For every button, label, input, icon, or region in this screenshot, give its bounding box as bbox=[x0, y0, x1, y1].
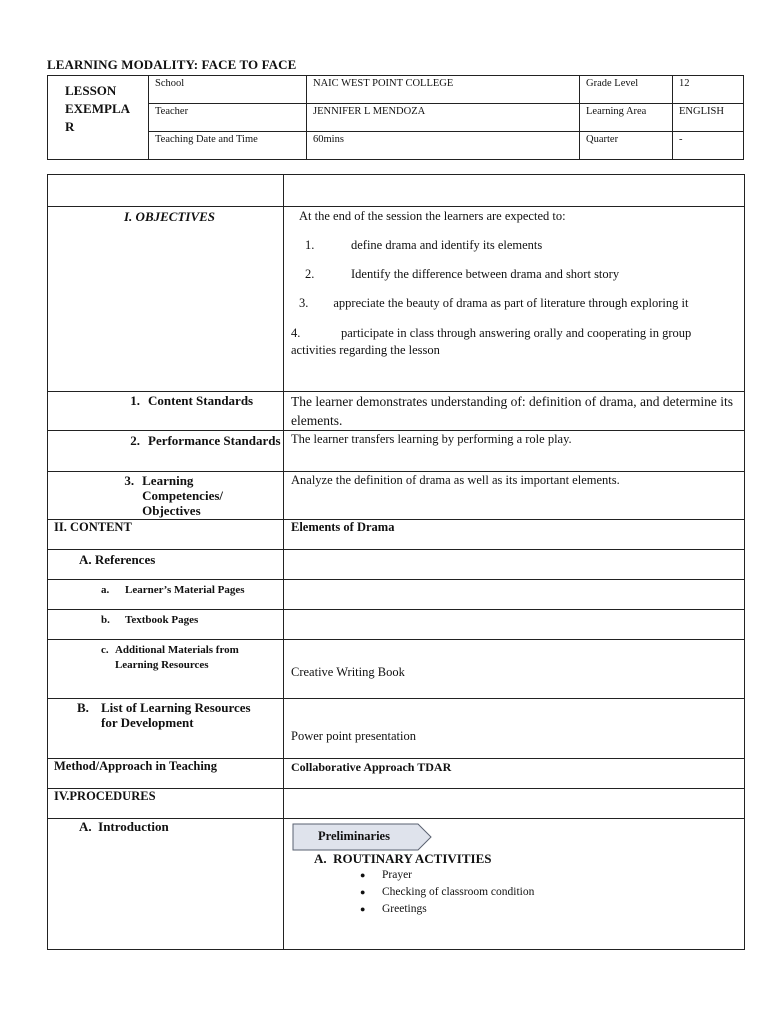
objective-item-2: 2. Identify the difference between drama and short story bbox=[305, 267, 620, 281]
objectives-title: I. OBJECTIVES bbox=[124, 209, 216, 224]
list-item: ● Checking of classroom condition bbox=[360, 884, 744, 901]
method-label: Method/Approach in Teaching bbox=[48, 759, 284, 789]
bullet-icon: ● bbox=[360, 887, 366, 897]
quarter-label: Quarter bbox=[580, 132, 673, 160]
introduction-label: Introduction bbox=[98, 819, 169, 834]
teaching-date-value: 60mins bbox=[307, 132, 580, 160]
routinary-activities-list bbox=[284, 867, 744, 918]
school-label: School bbox=[149, 76, 307, 104]
procedures-row bbox=[48, 789, 745, 819]
objective-item-1: 1. define drama and identify its elements bbox=[305, 238, 543, 252]
list-item: ● Greetings bbox=[360, 901, 744, 918]
method-value: Collaborative Approach TDAR bbox=[284, 759, 745, 789]
additional-materials-label: Additional Materials from Learning Resources bbox=[114, 644, 239, 671]
routinary-activities-heading: A. ROUTINARY ACTIVITIES bbox=[314, 851, 492, 866]
teaching-date-label: Teaching Date and Time bbox=[149, 132, 307, 160]
additional-materials-row: c. Additional Materials from Learning Resources Creative Writing Book bbox=[48, 640, 745, 699]
learning-resources-row: B. List of Learning Resources for Development Power point presentation bbox=[48, 699, 745, 759]
procedures-label: IV.PROCEDURES bbox=[48, 789, 284, 819]
performance-standards-label: Performance Standards bbox=[148, 433, 281, 448]
learners-material-row: a. Learner’s Material Pages bbox=[48, 580, 745, 610]
introduction-row: A. Introduction Preliminaries A. ROUTINARY ACTIVITIES ● Prayer ● Checking of classroom condition ● Greetings bbox=[48, 819, 745, 950]
preliminaries-arrow-shape bbox=[292, 823, 432, 851]
school-value: NAIC WEST POINT COLLEGE bbox=[307, 76, 580, 104]
objectives-row bbox=[48, 207, 745, 392]
learning-resources-value: Power point presentation bbox=[284, 699, 745, 759]
lesson-exemplar-title: LESSON EXEMPLA R bbox=[48, 76, 149, 160]
textbook-pages-value bbox=[284, 610, 745, 640]
learning-competencies-row: 3. Learning Competencies/ Objectives Analyze the definition of drama as well as its important elements. bbox=[48, 472, 745, 520]
additional-materials-value: Creative Writing Book bbox=[284, 640, 745, 699]
lesson-plan-table bbox=[47, 174, 745, 950]
teacher-value: JENNIFER L MENDOZA bbox=[307, 104, 580, 132]
content-label: II. CONTENT bbox=[48, 520, 284, 550]
learning-area-label: Learning Area bbox=[580, 104, 673, 132]
objective-item-3: 3. appreciate the beauty of drama as part of literature through exploring it bbox=[299, 296, 689, 310]
grade-level-value: 12 bbox=[673, 76, 744, 104]
method-row bbox=[48, 759, 745, 789]
learners-material-value bbox=[284, 580, 745, 610]
performance-standards-row: 2. Performance Standards The learner transfers learning by performing a role play. bbox=[48, 431, 745, 472]
content-standards-value: The learner demonstrates understanding of: definition of drama, and determine its elements. bbox=[284, 392, 745, 431]
learning-competencies-value: Analyze the definition of drama as well as its important elements. bbox=[284, 472, 745, 520]
textbook-pages-row: b. Textbook Pages bbox=[48, 610, 745, 640]
bullet-icon: ● bbox=[360, 870, 366, 880]
objective-item-4: 4. participate in class through answering orally and cooperating in group activities regarding the lesson bbox=[291, 326, 692, 357]
grade-level-label: Grade Level bbox=[580, 76, 673, 104]
bullet-icon: ● bbox=[360, 904, 366, 914]
learning-modality-title: LEARNING MODALITY: FACE TO FACE bbox=[47, 57, 297, 72]
content-row bbox=[48, 520, 745, 550]
learners-material-label: Learner’s Material Pages bbox=[125, 584, 245, 596]
learning-resources-label: List of Learning Resources for Development bbox=[101, 700, 251, 730]
objectives-intro: At the end of the session the learners are expected to: bbox=[299, 209, 566, 223]
learning-competencies-label: Learning Competencies/ Objectives bbox=[142, 473, 224, 518]
content-standards-label: Content Standards bbox=[148, 393, 254, 408]
learning-area-value: ENGLISH bbox=[673, 104, 744, 132]
lesson-header-table bbox=[47, 75, 744, 160]
content-standards-row: 1. Content Standards The learner demonstrates understanding of: definition of drama, and determine its elements. bbox=[48, 392, 745, 431]
textbook-pages-label: Textbook Pages bbox=[125, 614, 199, 626]
content-value: Elements of Drama bbox=[284, 520, 745, 550]
references-row bbox=[48, 550, 745, 580]
quarter-value: - bbox=[673, 132, 744, 160]
table-row bbox=[48, 175, 745, 207]
list-item: ● Prayer bbox=[360, 867, 744, 884]
teacher-label: Teacher bbox=[149, 104, 307, 132]
preliminaries-label: Preliminaries bbox=[318, 829, 390, 843]
performance-standards-value: The learner transfers learning by performing a role play. bbox=[284, 431, 745, 472]
references-label: A. References bbox=[79, 552, 156, 567]
